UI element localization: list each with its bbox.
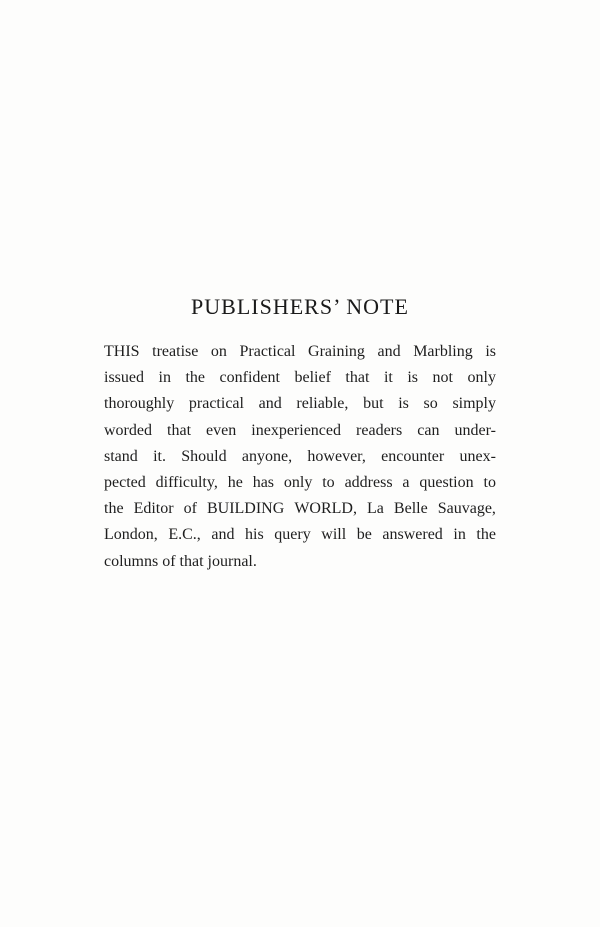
text-line: [104, 470, 496, 496]
text-line: [104, 418, 496, 444]
word: not: [432, 369, 453, 387]
word: pected: [104, 473, 146, 491]
word: to: [483, 473, 496, 491]
word: THIS: [104, 343, 140, 360]
word: practical: [188, 395, 244, 413]
word: is: [407, 369, 419, 387]
word: he: [227, 473, 243, 491]
word: has: [252, 473, 275, 491]
word: stand: [104, 447, 138, 465]
word: Sauvage,: [437, 500, 496, 518]
word: it: [383, 369, 393, 387]
word: Graining: [308, 343, 365, 360]
text-line: [104, 339, 496, 365]
word: London,: [104, 526, 158, 544]
word: question: [419, 473, 474, 491]
word: worded: [104, 421, 152, 439]
text-line: columns of that journal.: [104, 552, 257, 570]
word: be: [356, 526, 372, 544]
word: on: [210, 343, 227, 360]
word: encounter: [381, 447, 445, 465]
text-line: [104, 522, 496, 548]
word: BUILDING: [206, 500, 285, 518]
word: inexperienced: [251, 421, 342, 439]
word: it.: [153, 447, 166, 465]
word: that: [345, 369, 370, 387]
word: issued: [104, 369, 144, 387]
word: under-: [454, 421, 496, 439]
word: in: [453, 526, 466, 544]
word: the: [185, 369, 206, 387]
word: that: [167, 421, 192, 439]
word: even: [206, 421, 237, 439]
page-title: PUBLISHERS’ NOTE: [191, 294, 409, 319]
word: the: [476, 526, 496, 544]
word: and: [258, 395, 282, 413]
word: confident: [219, 369, 280, 387]
word: of: [183, 500, 197, 518]
word: Should: [181, 447, 227, 465]
word: answered: [382, 526, 443, 544]
word: is: [398, 395, 409, 413]
text-line: [104, 365, 496, 391]
word: thoroughly: [104, 395, 175, 413]
word: treatise: [152, 343, 199, 360]
note-paragraph: [104, 339, 496, 575]
word: his: [245, 526, 264, 544]
word: Practical: [239, 343, 296, 360]
word: is: [485, 343, 496, 360]
word: the: [104, 500, 124, 518]
word: a: [402, 473, 410, 491]
word: Belle: [393, 500, 428, 518]
word: in: [158, 369, 171, 387]
word: only: [283, 473, 313, 491]
word: but: [363, 395, 384, 413]
word: Editor: [133, 500, 174, 518]
word: WORLD,: [294, 500, 357, 518]
word: to: [322, 473, 335, 491]
word: anyone,: [241, 447, 293, 465]
word: reliable,: [296, 395, 349, 413]
word: and: [377, 343, 401, 360]
text-line: [104, 444, 496, 470]
word: so: [423, 395, 438, 413]
word: only: [467, 369, 496, 387]
word: address: [344, 473, 393, 491]
word: and: [211, 526, 235, 544]
word: can: [417, 421, 440, 439]
word: difficulty,: [155, 473, 218, 491]
text-line: [104, 496, 496, 522]
word: query: [274, 526, 311, 544]
word: readers: [356, 421, 403, 439]
word: unex-: [459, 447, 496, 465]
word: however,: [307, 447, 366, 465]
word: Marbling: [413, 343, 473, 360]
text-line: [104, 391, 496, 417]
word: La: [367, 500, 384, 518]
word: simply: [452, 395, 496, 413]
word: belief: [294, 369, 331, 387]
word: will: [321, 526, 347, 544]
word: E.C.,: [168, 526, 201, 544]
